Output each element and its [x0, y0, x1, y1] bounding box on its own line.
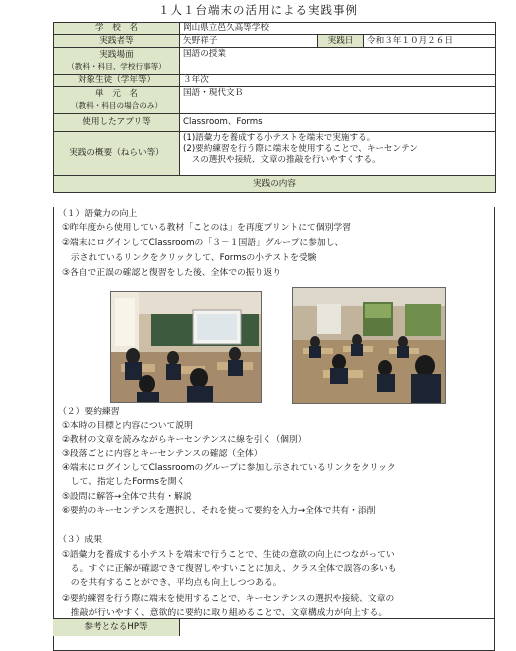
unit-row [54, 87, 496, 114]
practitioner-label: 実践者等 [54, 35, 180, 48]
overview-line: (2)要約練習を行う際に端末を使用することで、キーセンテン [183, 144, 418, 154]
section1-item: ②端末にログインしてClassroomの「３－１国語」グループに参加し、 [62, 238, 344, 248]
content-label: 実践の内容 [54, 176, 496, 193]
classroom-projector-photo [111, 292, 261, 402]
section2-item: ①本時の目標と内容について説明 [62, 421, 193, 431]
practice-info-table [53, 22, 496, 193]
apps-row [54, 114, 496, 132]
section3-item: る。すぐに正解が確認できて復習しやすいことに加え、クラス全体で誤答の多いも [62, 564, 397, 574]
section3-heading: （３）成果 [58, 535, 102, 545]
section2-item: ⑤設問に解答→全体で共有・解説 [62, 492, 192, 502]
section2-item: ⑥要約のキーセンテンスを選択し、それを使って要約を入力→全体で共有・添削 [62, 506, 376, 516]
school-value: 岡山県立邑久高等学校 [180, 23, 496, 35]
section1-item: ③各自で正誤の確認と復習をした後、全体での振り返り [62, 268, 282, 278]
page-title: １人１台端末の活用による実践事例 [158, 3, 358, 17]
section2-heading: （２）要約練習 [58, 407, 120, 417]
scene-row [54, 48, 496, 75]
scene-sublabel: （教科・科目、学校行事等） [67, 62, 166, 71]
unit-sublabel: （教科・科目の場合のみ） [70, 101, 163, 110]
unit-label: 単 元 名 [95, 89, 138, 99]
target-row [54, 75, 496, 87]
section3-item: ②要約練習を行う際に端末を使用することで、キーセンテンスの選択や接続、文章の [62, 594, 395, 604]
classroom-photo-right [292, 287, 446, 404]
practitioner-row [54, 35, 496, 48]
school-row [54, 23, 496, 35]
overview-value [180, 132, 496, 176]
section2-item: ③段落ごとに内容とキーセンテンスの確認（全体） [62, 449, 263, 459]
overview-row [54, 132, 496, 176]
section3-item: 推敲が行いやすく、意欲的に要約に取り組めることで、文章構成力が向上する。 [62, 608, 388, 618]
date-label: 実践日 [318, 35, 364, 48]
section1-item: ①昨年度から使用している教材「ことのは」を再度プリントにて個別学習 [62, 223, 352, 233]
scene-value: 国語の授業 [180, 48, 496, 75]
overview-label: 実践の概要（ねらい等） [54, 132, 180, 176]
section3-item: ①語彙力を養成する小テストを端末で行うことで、生徒の意欲の向上につながってい [62, 550, 395, 560]
practitioner-value: 矢野祥子 [180, 35, 318, 48]
section1-item: 示されているリンクをクリックして、Formsの小テストを受験 [62, 253, 317, 263]
apps-label: 使用したアプリ等 [54, 114, 180, 132]
overview-line: スの選択や接続、文章の推敲を行いやすくする。 [183, 155, 381, 165]
date-value: 令和３年１０月２６日 [364, 35, 496, 48]
apps-value: Classroom、Forms [180, 114, 496, 132]
classroom-students-photo [293, 288, 445, 403]
school-label: 学 校 名 [54, 23, 180, 35]
section3-item: のを共有することができ、平均点も向上しつつある。 [62, 578, 282, 588]
reference-row [53, 618, 495, 636]
section2-item: ②教材の文章を読みながらキーセンテンスに線を引く（個別） [62, 435, 307, 445]
overview-line: (1)語彙力を養成する小テストを端末で実施する。 [183, 133, 376, 143]
reference-value [180, 619, 495, 636]
content-header-row [54, 176, 496, 193]
scene-label: 実践場面 [99, 50, 134, 60]
section1-heading: （１）語彙力の向上 [58, 209, 138, 219]
classroom-photo-left [110, 291, 262, 403]
unit-label-cell [54, 87, 180, 114]
unit-value: 国語・現代文Ｂ [180, 87, 496, 114]
reference-label: 参考となるHP等 [53, 619, 180, 636]
target-value: ３年次 [180, 75, 496, 87]
section2-item: して、指定したFormsを開く [62, 477, 186, 487]
section2-item: ④端末にログインしてClassroomのグループに参加し示されているリンクをクリック [62, 463, 396, 473]
target-label: 対象生徒（学年等） [54, 75, 180, 87]
content-body [53, 207, 495, 651]
scene-label-cell [54, 48, 180, 75]
